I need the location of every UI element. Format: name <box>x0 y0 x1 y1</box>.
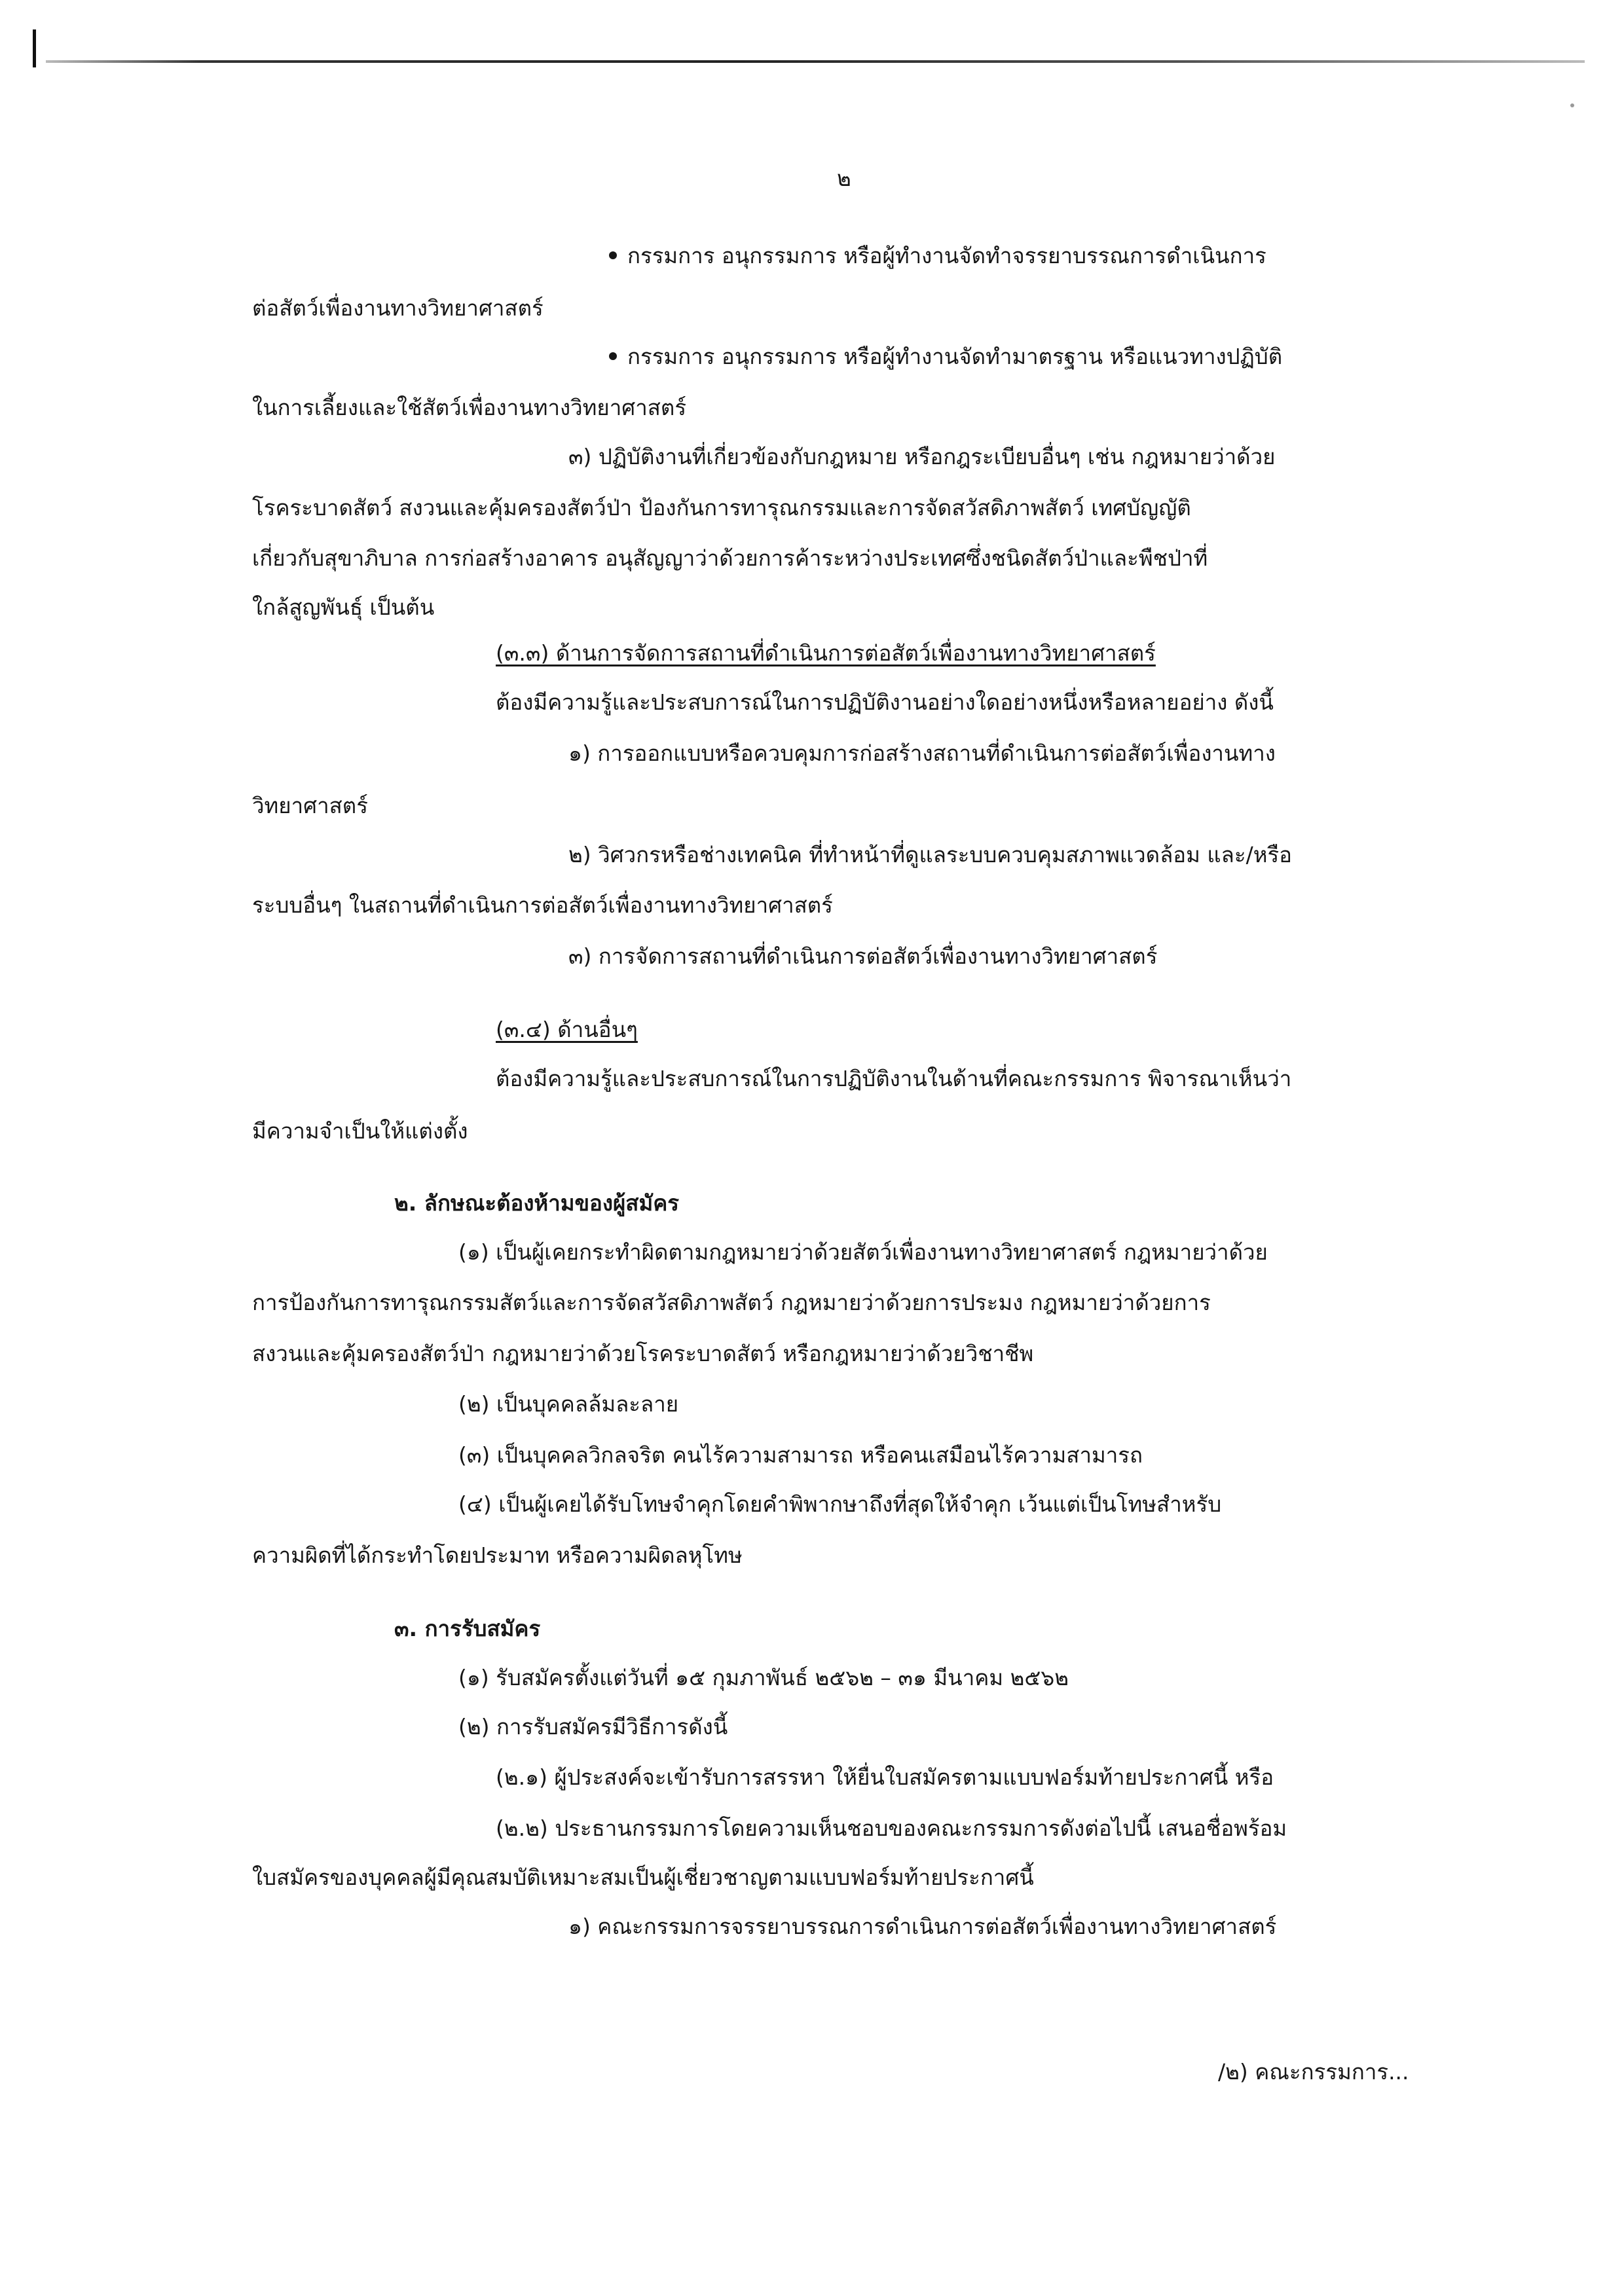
line-text: (๓) เป็นบุคคลวิกลจริต คนไร้ความสามารถ หรือคนเสมือนไร้ความสามารถ <box>458 1442 1143 1468</box>
section-heading: (๓.๔) ด้านอื่นๆ <box>496 1017 638 1042</box>
bullet-item <box>609 342 1282 372</box>
line-text: (๒) เป็นบุคคลล้มละลาย <box>458 1391 679 1417</box>
line-text: การป้องกันการทารุณกรรมสัตว์และการจัดสวัสดิภาพสัตว์ กฎหมายว่าด้วยการประมง กฎหมายว่าด้วยการ <box>252 1290 1211 1315</box>
line-text: (๒.๒) ประธานกรรมการโดยความเห็นชอบของคณะกรรมการดังต่อไปนี้ เสนอชื่อพร้อม <box>496 1815 1287 1841</box>
line-text: วิทยาศาสตร์ <box>252 793 368 818</box>
line-text: ระบบอื่นๆ ในสถานที่ดำเนินการต่อสัตว์เพื่องานทางวิทยาศาสตร์ <box>252 892 833 918</box>
section-heading: ๓. การรับสมัคร <box>394 1616 541 1641</box>
section-heading: ๒. ลักษณะต้องห้ามของผู้สมัคร <box>394 1190 679 1216</box>
scan-edge-mark <box>33 29 36 67</box>
line-text: ใบสมัครของบุคคลผู้มีคุณสมบัติเหมาะสมเป็นผู้เชี่ยวชาญตามแบบฟอร์มท้ายประกาศนี้ <box>252 1865 1034 1890</box>
line-text: ๑) การออกแบบหรือควบคุมการก่อสร้างสถานที่ดำเนินการต่อสัตว์เพื่องานทาง <box>568 740 1276 766</box>
scan-speck <box>1570 103 1574 107</box>
line-text: เกี่ยวกับสุขาภิบาล การก่อสร้างอาคาร อนุสัญญาว่าด้วยการค้าระหว่างประเทศซึ่งชนิดสัตว์ป่าและพืชป่าที่ <box>252 545 1208 571</box>
line-text: ๓) การจัดการสถานที่ดำเนินการต่อสัตว์เพื่องานทางวิทยาศาสตร์ <box>568 943 1158 969</box>
bullet-icon <box>609 251 617 259</box>
line-text: ต้องมีความรู้และประสบการณ์ในการปฏิบัติงานในด้านที่คณะกรรมการ พิจารณาเห็นว่า <box>496 1066 1292 1091</box>
continuation-note: /๒) คณะกรรมการ... <box>1218 2059 1409 2085</box>
line-text: สงวนและคุ้มครองสัตว์ป่า กฎหมายว่าด้วยโรคระบาดสัตว์ หรือกฎหมายว่าด้วยวิชาชีพ <box>252 1341 1034 1366</box>
line-text: ๓) ปฏิบัติงานที่เกี่ยวข้องกับกฎหมาย หรือกฎระเบียบอื่นๆ เช่น กฎหมายว่าด้วย <box>568 444 1276 469</box>
line-text: กรรมการ อนุกรรมการ หรือผู้ทำงานจัดทำมาตรฐาน หรือแนวทางปฏิบัติ <box>627 344 1283 369</box>
line-text: ๑) คณะกรรมการจรรยาบรรณการดำเนินการต่อสัตว์เพื่องานทางวิทยาศาสตร์ <box>568 1914 1277 1939</box>
line-text: มีความจำเป็นให้แต่งตั้ง <box>252 1118 468 1144</box>
scan-top-rule <box>46 60 1585 63</box>
line-text: ต้องมีความรู้และประสบการณ์ในการปฏิบัติงานอย่างใดอย่างหนึ่งหรือหลายอย่าง ดังนี้ <box>496 689 1274 715</box>
line-text: (๑) รับสมัครตั้งแต่วันที่ ๑๕ กุมภาพันธ์ ๒๕๖๒ – ๓๑ มีนาคม ๒๕๖๒ <box>458 1665 1069 1690</box>
line-text: (๒.๑) ผู้ประสงค์จะเข้ารับการสรรหา ให้ยื่นใบสมัครตามแบบฟอร์มท้ายประกาศนี้ หรือ <box>496 1764 1274 1790</box>
line-text: (๑) เป็นผู้เคยกระทำผิดตามกฎหมายว่าด้วยสัตว์เพื่องานทางวิทยาศาสตร์ กฎหมายว่าด้วย <box>458 1239 1268 1265</box>
line-text: ความผิดที่ได้กระทำโดยประมาท หรือความผิดลหุโทษ <box>252 1542 743 1568</box>
line-text: ใกล้สูญพันธุ์ เป็นต้น <box>252 594 435 620</box>
page-number: ๒ <box>837 166 851 191</box>
line-text: กรรมการ อนุกรรมการ หรือผู้ทำงานจัดทำจรรยาบรรณการดำเนินการ <box>627 243 1266 268</box>
bullet-icon <box>609 352 617 360</box>
line-text: ต่อสัตว์เพื่องานทางวิทยาศาสตร์ <box>252 295 544 321</box>
line-text: ๒) วิศวกรหรือช่างเทคนิค ที่ทำหน้าที่ดูแลระบบควบคุมสภาพแวดล้อม และ/หรือ <box>568 842 1293 867</box>
bullet-item <box>609 241 1266 271</box>
line-text: โรคระบาดสัตว์ สงวนและคุ้มครองสัตว์ป่า ป้องกันการทารุณกรรมและการจัดสวัสดิภาพสัตว์ เทศบัญญัติ <box>252 495 1191 520</box>
section-heading: (๓.๓) ด้านการจัดการสถานที่ดำเนินการต่อสัตว์เพื่องานทางวิทยาศาสตร์ <box>496 640 1156 666</box>
line-text: (๒) การรับสมัครมีวิธีการดังนี้ <box>458 1714 728 1740</box>
line-text: (๔) เป็นผู้เคยได้รับโทษจำคุกโดยคำพิพากษาถึงที่สุดให้จำคุก เว้นแต่เป็นโทษสำหรับ <box>458 1491 1222 1517</box>
line-text: ในการเลี้ยงและใช้สัตว์เพื่องานทางวิทยาศาสตร์ <box>252 395 687 420</box>
